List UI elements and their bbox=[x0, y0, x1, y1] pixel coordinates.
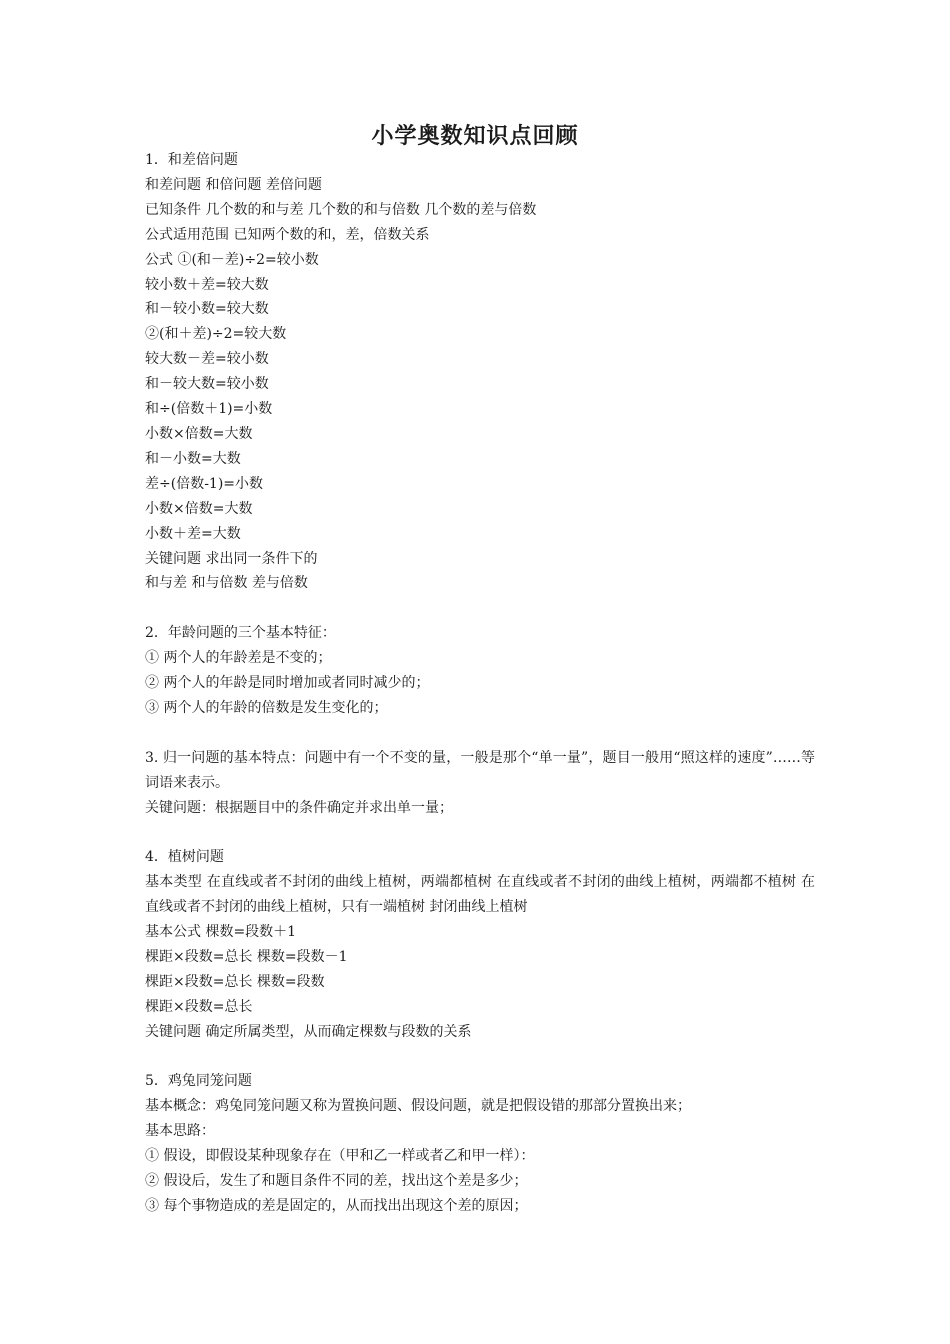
section-5-line: 基本思路： bbox=[145, 1123, 215, 1140]
section-3 bbox=[145, 746, 815, 821]
section-2-line: ① 两个人的年龄差是不变的； bbox=[145, 650, 332, 667]
section-1-line: 和－较小数=较大数 bbox=[145, 301, 269, 318]
section-1 bbox=[145, 148, 815, 596]
section-2 bbox=[145, 621, 815, 721]
section-5-line: 基本概念：鸡兔同笼问题又称为置换问题、假设问题，就是把假设错的那部分置换出来； bbox=[145, 1098, 691, 1115]
section-1-line: 和与差 和与倍数 差与倍数 bbox=[145, 575, 308, 592]
section-4-heading: 4．植树问题 bbox=[145, 849, 224, 866]
section-1-line: 差÷(倍数-1)=小数 bbox=[145, 475, 264, 492]
section-1-line: 和÷(倍数＋1)=小数 bbox=[145, 401, 273, 418]
section-1-line: 小数＋差=大数 bbox=[145, 525, 241, 542]
section-5 bbox=[145, 1069, 815, 1218]
section-2-line: 2．年龄问题的三个基本特征： bbox=[145, 625, 336, 642]
page-title: 小学奥数知识点回顾 bbox=[371, 123, 579, 149]
section-3-line: 关键问题：根据题目中的条件确定并求出单一量； bbox=[145, 799, 453, 816]
section-1-line: 公式 ①(和－差)÷2=较小数 bbox=[145, 251, 319, 268]
section-1-line: 较大数－差=较小数 bbox=[145, 351, 269, 368]
paragraph-spacer bbox=[145, 820, 815, 845]
section-5-line: 5．鸡兔同笼问题 bbox=[145, 1073, 252, 1090]
section-4-line: 关键问题 确定所属类型，从而确定棵数与段数的关系 bbox=[145, 1023, 472, 1040]
section-4 bbox=[145, 845, 815, 1044]
section-1-line: 1．和差倍问题 bbox=[145, 152, 238, 168]
document-body bbox=[145, 148, 815, 1219]
section-5-line: ③ 每个事物造成的差是固定的，从而找出出现这个差的原因； bbox=[145, 1198, 528, 1214]
section-4-line: 棵距×段数=总长 棵数=段数 bbox=[145, 973, 325, 990]
section-1-line: ②(和＋差)÷2=较大数 bbox=[145, 326, 287, 343]
section-5-line: ② 假设后，发生了和题目条件不同的差，找出这个差是多少； bbox=[145, 1173, 528, 1190]
section-1-line: 小数×倍数=大数 bbox=[145, 500, 253, 517]
section-1-line: 和－较大数=较小数 bbox=[145, 376, 269, 393]
section-1-line: 较小数＋差=较大数 bbox=[145, 276, 269, 293]
section-1-line: 和－小数=大数 bbox=[145, 450, 241, 467]
section-2-line: ② 两个人的年龄是同时增加或者同时减少的； bbox=[145, 675, 430, 692]
section-4-line: 基本公式 棵数=段数＋1 bbox=[145, 924, 297, 941]
section-1-line: 公式适用范围 已知两个数的和，差，倍数关系 bbox=[145, 226, 430, 243]
section-1-line: 关键问题 求出同一条件下的 bbox=[145, 550, 318, 567]
section-4-line: 棵距×段数=总长 bbox=[145, 998, 253, 1015]
section-1-line: 小数×倍数=大数 bbox=[145, 425, 253, 442]
section-1-line: 已知条件 几个数的和与差 几个数的和与倍数 几个数的差与倍数 bbox=[145, 201, 537, 218]
section-3-paragraph: 3. 归一问题的基本特点：问题中有一个不变的量，一般是那个“单一量”，题目一般用“照这样的速度”……等词语来表示。 bbox=[145, 749, 815, 791]
paragraph-spacer bbox=[145, 596, 815, 621]
section-4-line: 棵距×段数=总长 棵数=段数－1 bbox=[145, 948, 348, 965]
section-1-line: 和差问题 和倍问题 差倍问题 bbox=[145, 176, 322, 193]
section-5-line: ① 假设，即假设某种现象存在（甲和乙一样或者乙和甲一样）： bbox=[145, 1148, 535, 1165]
section-2-line: ③ 两个人的年龄的倍数是发生变化的； bbox=[145, 699, 388, 716]
paragraph-spacer bbox=[145, 721, 815, 746]
paragraph-spacer bbox=[145, 1045, 815, 1070]
section-4-paragraph: 基本类型 在直线或者不封闭的曲线上植树，两端都植树 在直线或者不封闭的曲线上植树，两端都不植树 在直线或者不封闭的曲线上植树，只有一端植树 封闭曲线上植树 bbox=[145, 874, 815, 916]
